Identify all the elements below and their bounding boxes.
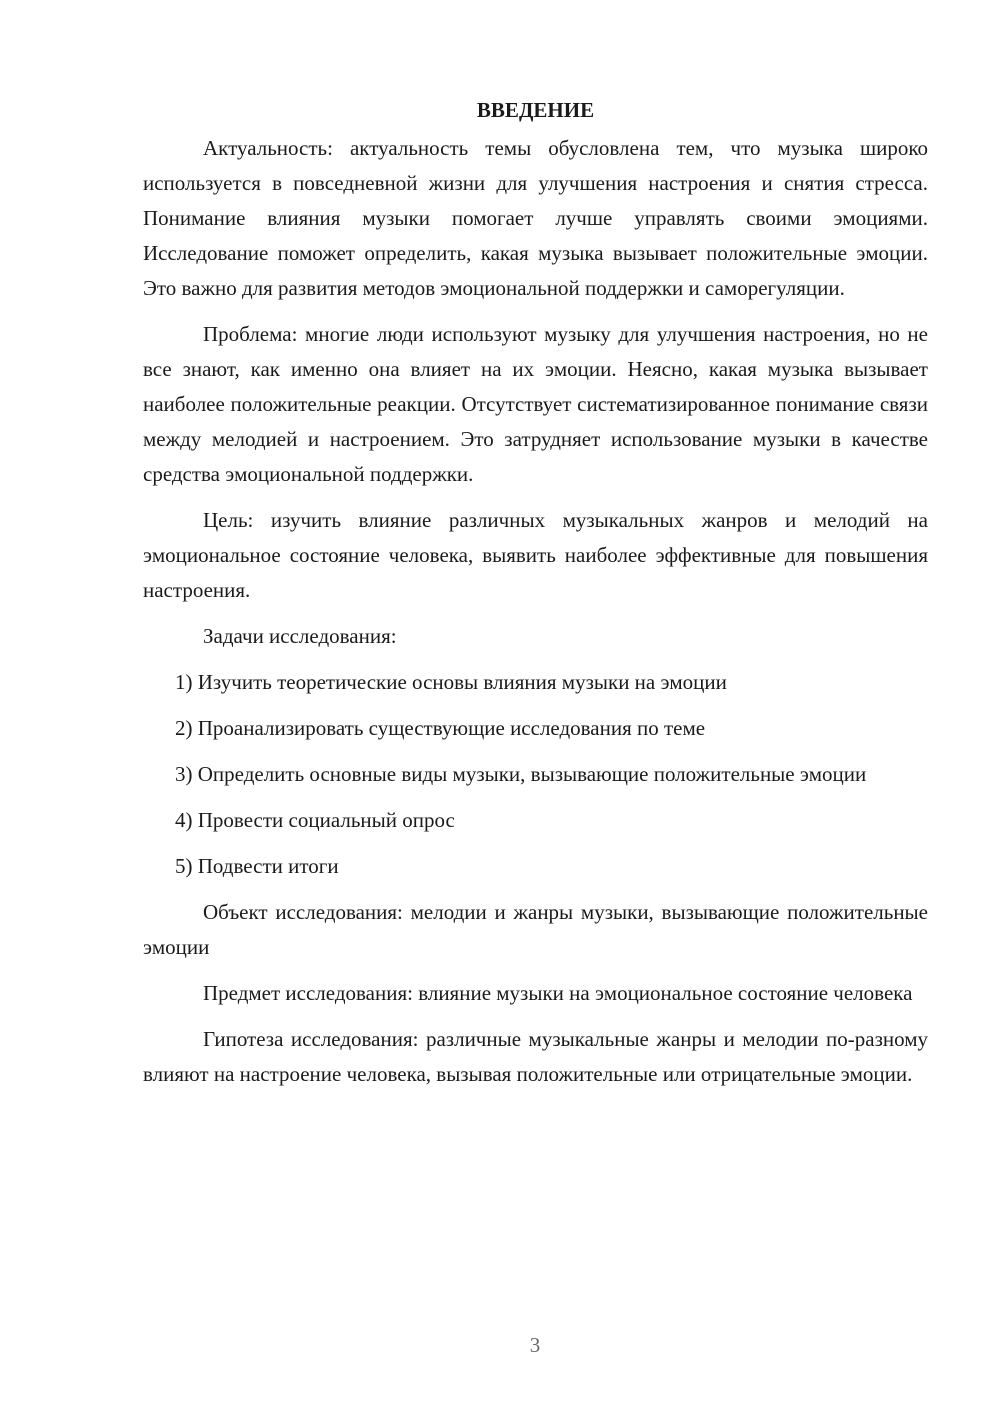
task-item-5: 5) Подвести итоги [175,854,339,878]
task-item-4: 4) Провести социальный опрос [175,808,455,832]
paragraph-object: Объект исследования: мелодии и жанры музыки, вызывающие положительные эмоции [143,900,928,959]
task-item-1: 1) Изучить теоретические основы влияния музыки на эмоции [175,670,727,694]
paragraph-problem: Проблема: многие люди используют музыку для улучшения настроения, но не все знают, как именно она влияет на их эмоции. Неясно, какая музыка вызывает наиболее положительные реакции. Отсутствует систематизированное понимание связи между мелодией и настроением. Это затрудняет использование музыки в качестве средства эмоциональной поддержки. [143,322,928,486]
task-item-3: 3) Определить основные виды музыки, вызывающие положительные эмоции [175,762,867,786]
page-title: ВВЕДЕНИЕ [476,98,595,122]
paragraph-hypothesis: Гипотеза исследования: различные музыкальные жанры и мелодии по-разному влияют на настроение человека, вызывая положительные или отрицательные эмоции. [143,1027,928,1086]
document-page [143,95,928,1103]
task-item-2: 2) Проанализировать существующие исследования по теме [175,716,706,740]
paragraph-goal: Цель: изучить влияние различных музыкальных жанров и мелодий на эмоциональное состояние человека, выявить наиболее эффективные для повышения настроения. [143,508,928,602]
paragraph-tasks-heading: Задачи исследования: [203,624,397,648]
paragraph-subject: Предмет исследования: влияние музыки на эмоциональное состояние человека [203,981,913,1005]
paragraph-relevance: Актуальность: актуальность темы обусловлена тем, что музыка широко используется в повседневной жизни для улучшения настроения и снятия стресса. Понимание влияния музыки помогает лучше управлять своими эмоциями. Исследование поможет определить, какая музыка вызывает положительные эмоции. Это важно для развития методов эмоциональной поддержки и саморегуляции. [143,136,928,300]
page-number: 3 [529,1333,541,1357]
